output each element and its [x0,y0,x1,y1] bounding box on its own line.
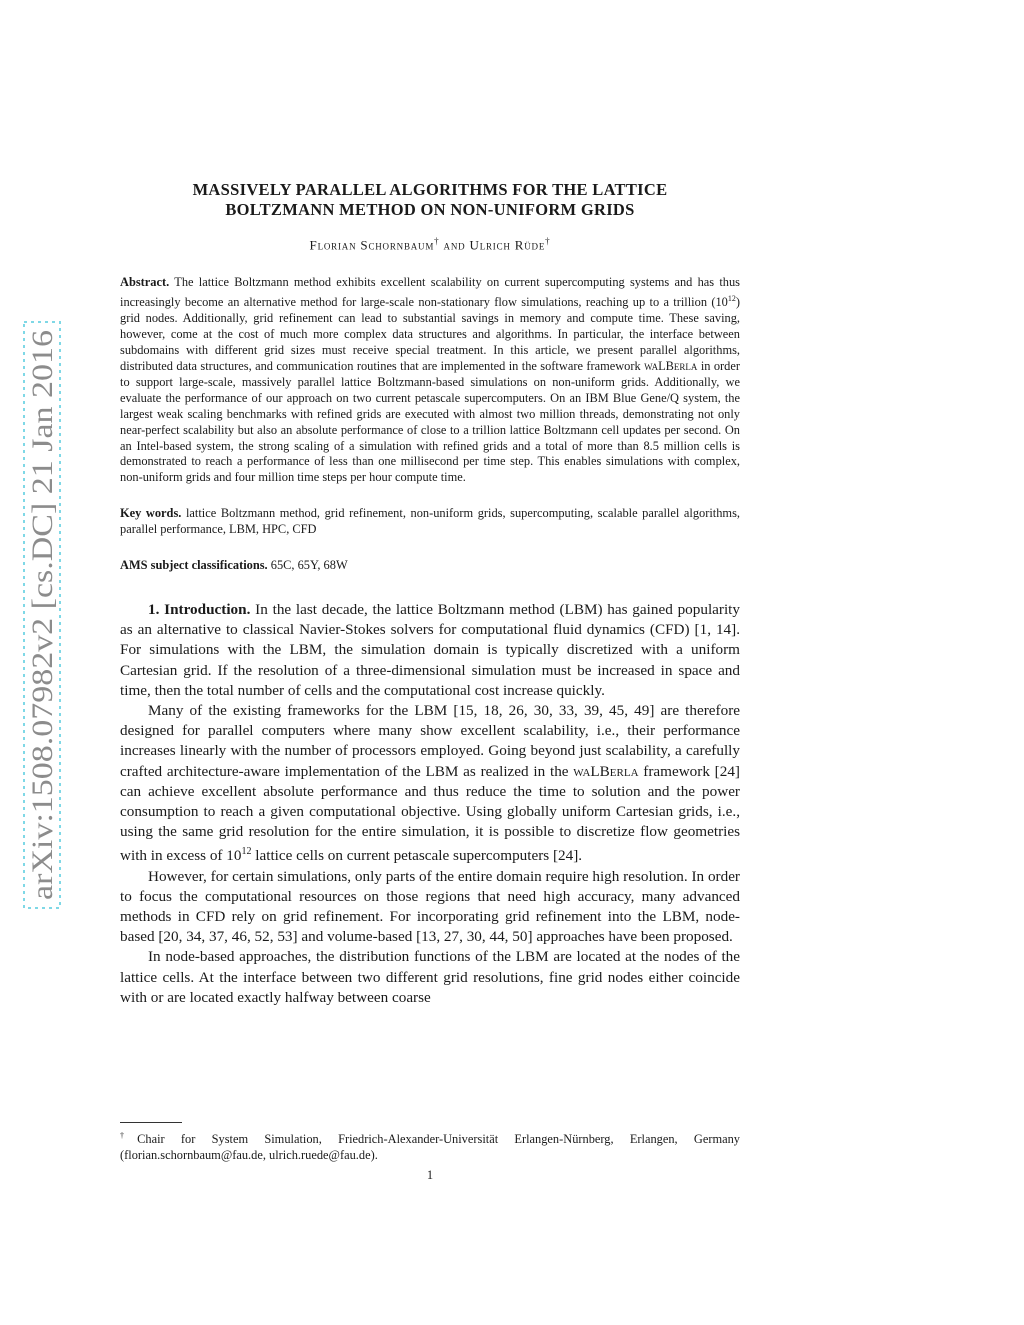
ams-label: AMS subject classifications. [120,558,268,573]
intro-p2-walberla: waLBerla [573,762,639,780]
author-1: Florian Schornbaum [309,237,435,253]
keywords-label: Key words. [120,506,182,521]
section-heading: 1. Introduction. [148,600,251,618]
author-and: and [443,237,466,253]
intro-paragraph-3: However, for certain simulations, only parts of the entire domain require high resolution. In order to focus the computational resources on those regions that need high accuracy, many advanced methods in CFD rely on grid refinement. For incorporating grid refinement into the LBM, node-based [20, 34, 37, 46, 52, 53] and volume-based [13, 27, 30, 44, 50] approaches have been proposed. [120,867,740,946]
abstract-text-a: The lattice Boltzmann method exhibits excellent scalability on current supercomputing systems and has thus increasingly become an alternative method for large-scale non-stationary flow simulations, reaching up to a trillion (10 [120,275,740,310]
title-line-1: MASSIVELY PARALLEL ALGORITHMS FOR THE LATTICE [192,180,668,199]
section-introduction [120,600,740,1008]
abstract-walberla: waLBerla [644,358,698,373]
paper-title [120,180,740,220]
intro-p2-text-c: lattice cells on current petascale supercomputers [24]. [251,847,583,865]
footnote-rule [120,1122,182,1123]
footnote-text: Chair for System Simulation, Friedrich-Alexander-Universität Erlangen-Nürnberg, Erlangen, Germany (florian.schornbaum@fau.de, ulrich.ruede@fau.de). [120,1132,741,1163]
author-2: Ulrich Rüde [469,237,546,253]
abstract-text-c: in order to support large-scale, massively parallel lattice Boltzmann-based simulations on non-uniform grids. Additionally, we evaluate the performance of our approach on two current petascale supercomputers. On an IBM Blue Gene/Q system, the largest weak scaling benchmarks with refined grids are executed with almost two million threads, demonstrating not only near-perfect scalability but also an absolute performance of close to a trillion lattice Boltzmann cell updates per second. On an Intel-based system, the strong scaling of a simulation with refined grids and a total of more than 8.5 million cells is demonstrated to reach a performance of less than one millisecond per time step. This enables simulations with complex, non-uniform grids and four million time steps per hour compute time. [120,358,740,485]
footnote [120,1128,740,1163]
arxiv-stamp [22,320,62,910]
author-list [120,236,740,253]
footnote-mark: † [120,1131,138,1140]
intro-paragraph-4: In node-based approaches, the distribution functions of the LBM are located at the nodes of the lattice cells. At the interface between two different grid resolutions, fine grid nodes either coincide with or are located exactly halfway between coarse [120,948,740,1006]
intro-p2-text-b: framework [24] can achieve excellent absolute performance and thus reduce the time to solution and the power consumption to reach a given computational objective. Using globally uniform Cartesian grids, i.e., using the same grid resolution for the entire simulation, it is possible to discretize flow geometries with in excess of 10 [120,762,740,865]
intro-p1-text: In the last decade, the lattice Boltzmann method (LBM) has gained popularity as an alternative to classical Navier-Stokes solvers for computational fluid dynamics (CFD) [1, 14]. For simulations with the LBM, the simulation domain is typically discretized with a uniform Cartesian grid. If the resolution of a three-dimensional simulation must be increased in space and time, then the total number of cells and the computational cost increase quickly. [120,600,740,699]
author-2-affiliation-mark: † [545,236,551,246]
intro-p2-text-a: Many of the existing frameworks for the LBM [15, 18, 26, 30, 33, 39, 45, 49] are therefore designed for parallel computers where many show excellent scalability, i.e., their performance increases linearly with the number of processors employed. Going beyond just scalability, a carefully crafted architecture-aware implementation of the LBM as realized in the [120,701,740,780]
abstract-exponent: 12 [727,294,736,304]
page-number: 1 [426,1168,434,1182]
abstract-text-b: ) grid nodes. Additionally, grid refinement can lead to substantial savings in memory and compute time. These saving, however, come at the cost of much more complex data structures and algorithms. In particular, the interface between subdomains with different grid sizes must receive special treatment. In this article, we present parallel algorithms, distributed data structures, and communication routines that are implemented in the software framework [120,295,740,373]
abstract-label: Abstract. [120,275,170,290]
ams-text: 65C, 65Y, 68W [270,558,348,573]
abstract [120,275,740,486]
intro-p2-exponent: 12 [241,846,252,858]
author-1-affiliation-mark: † [434,236,440,246]
arxiv-id: arXiv:1508.07982v2 [cs.DC] 21 Jan 2016 [26,396,59,900]
intro-paragraph-2 [120,701,740,867]
title-line-2: BOLTZMANN METHOD ON NON-UNIFORM GRIDS [225,200,635,219]
keywords [120,506,740,538]
paper-page [120,180,740,1008]
keywords-text: lattice Boltzmann method, grid refinement, non-uniform grids, supercomputing, scalable parallel algorithms, parallel performance, LBM, HPC, CFD [120,506,740,537]
intro-paragraph-1 [120,600,740,701]
ams-classifications [120,558,740,574]
